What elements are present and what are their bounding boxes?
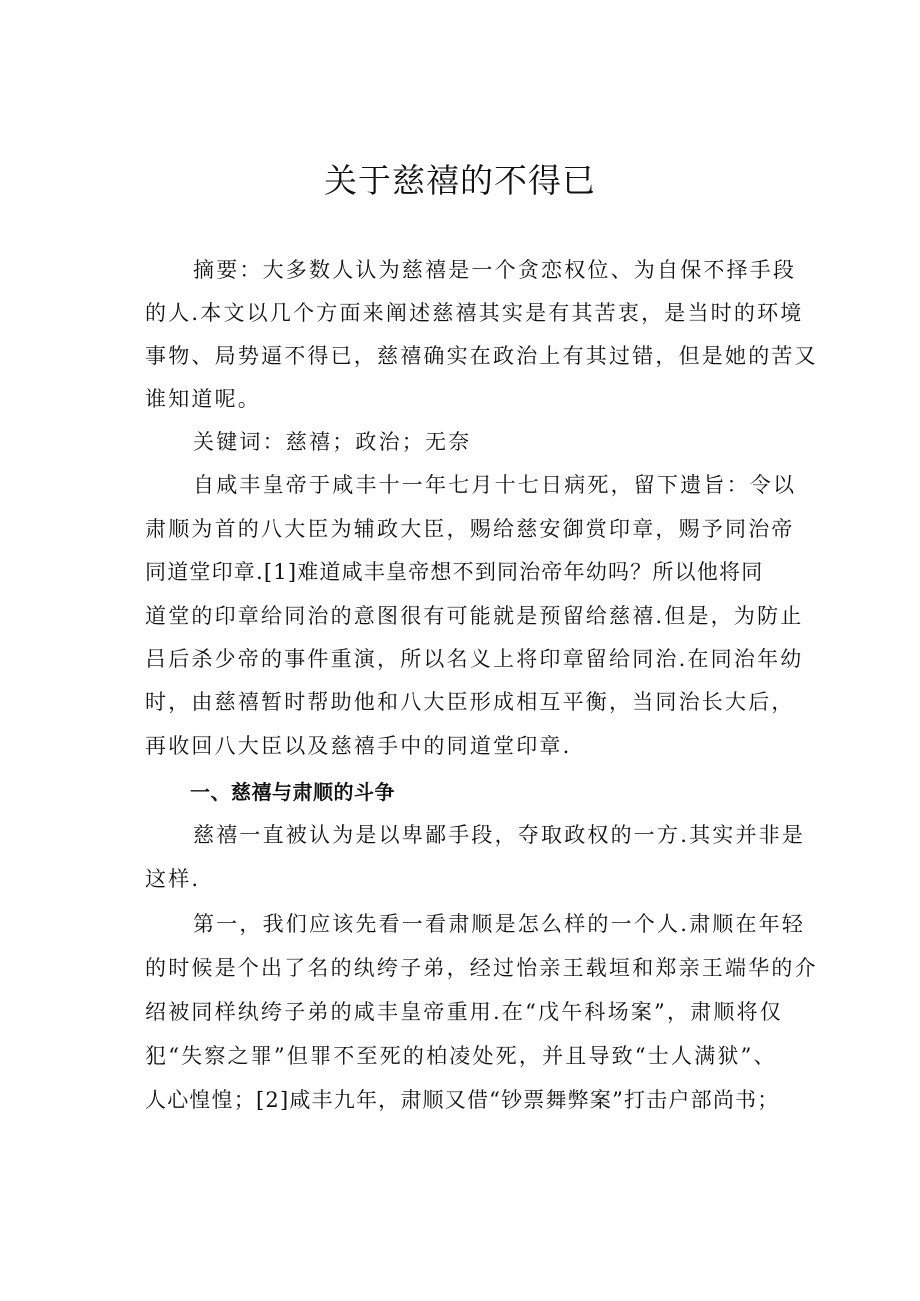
intro-line: 道堂的印章给同治的意图很有可能就是预留给慈禧.但是，为防止: [145, 604, 804, 628]
intro-line: 吕后杀少帝的事件重演，所以名义上将印章留给同治.在同治年幼: [145, 647, 804, 671]
paragraph-line: 这样.: [145, 867, 201, 891]
paragraph-line: 人心惶惶；[2]咸丰九年，肃顺又借“钞票舞弊案”打击户部尚书；: [145, 1088, 780, 1112]
keywords-line: 关键词：慈禧；政治；无奈: [193, 430, 472, 454]
abstract-line: 摘要：大多数人认为慈禧是一个贪恋权位、为自保不择手段: [193, 258, 797, 282]
paragraph-line: 绍被同样纨绔子弟的咸丰皇帝重用.在“戊午科场案”，肃顺将仅: [145, 1000, 783, 1024]
intro-line: 再收回八大臣以及慈禧手中的同道堂印章.: [145, 734, 572, 758]
document-title: 关于慈禧的不得已: [324, 161, 596, 200]
section-heading: 一、慈禧与肃顺的斗争: [190, 780, 395, 804]
abstract-line: 谁知道呢。: [145, 387, 261, 411]
abstract-line: 的人.本文以几个方面来阐述慈禧其实是有其苦衷，是当时的环境: [145, 301, 804, 325]
abstract-line: 事物、局势逼不得已，慈禧确实在政治上有其过错，但是她的苦又: [145, 344, 818, 368]
intro-line: 自咸丰皇帝于咸丰十一年七月十七日病死，留下遗旨：令以: [193, 473, 797, 497]
intro-line: 时，由慈禧暂时帮助他和八大臣形成相互平衡，当同治长大后，: [145, 690, 795, 714]
intro-line: 同道堂印章.[1]难道咸丰皇帝想不到同治帝年幼吗？所以他将同: [145, 560, 764, 584]
paragraph-line: 慈禧一直被认为是以卑鄙手段，夺取政权的一方.其实并非是: [193, 823, 806, 847]
paragraph-line: 的时候是个出了名的纨绔子弟，经过怡亲王载垣和郑亲王端华的介: [145, 956, 818, 980]
intro-line: 肃顺为首的八大臣为辅政大臣，赐给慈安御赏印章，赐予同治帝: [145, 517, 795, 541]
paragraph-line: 犯“失察之罪”但罪不至死的柏凌处死，并且导致“士人满狱”、: [145, 1044, 777, 1068]
paragraph-line: 第一，我们应该先看一看肃顺是怎么样的一个人.肃顺在年轻: [193, 912, 806, 936]
